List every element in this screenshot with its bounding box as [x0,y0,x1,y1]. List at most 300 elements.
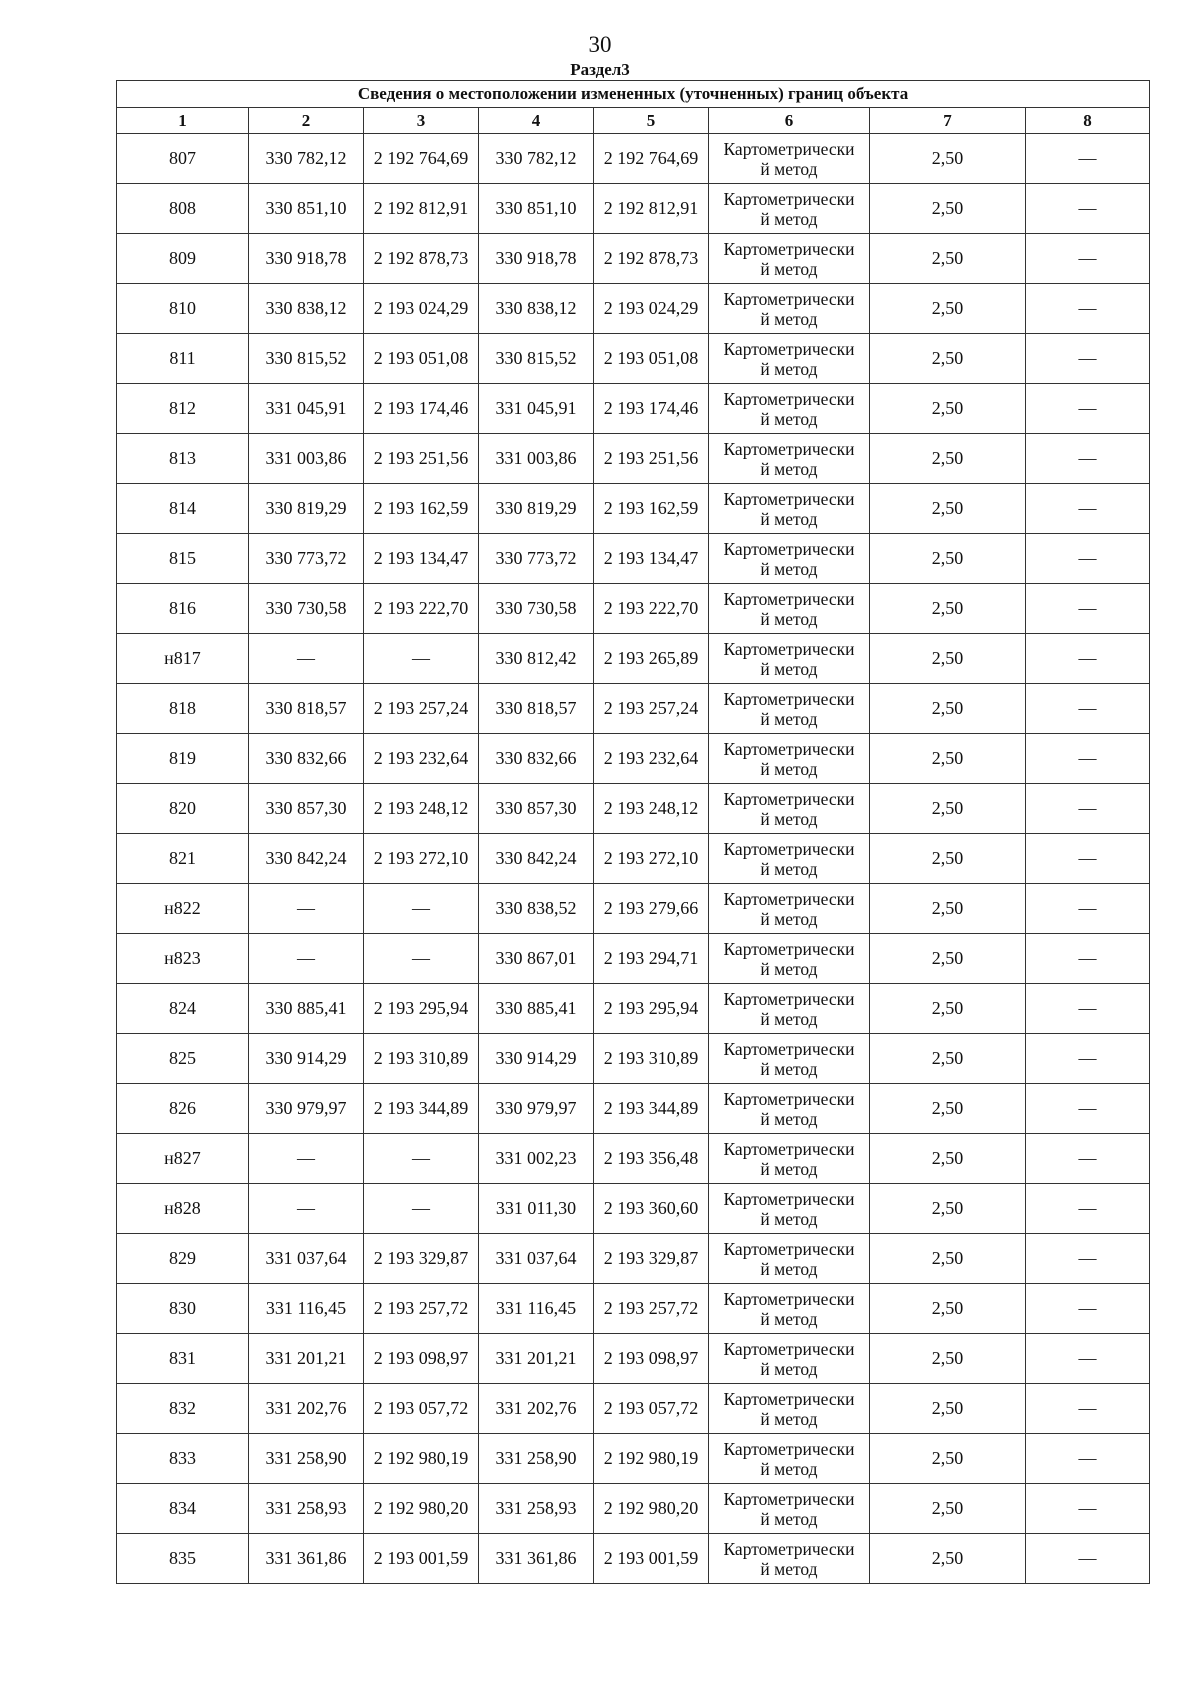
y-old-cell: — [364,934,479,984]
y-old-cell: 2 193 057,72 [364,1384,479,1434]
method-line: Картометрически [723,788,855,809]
y-old-cell: 2 193 272,10 [364,834,479,884]
column-number-row [117,108,1150,134]
y-old-cell: 2 193 162,59 [364,484,479,534]
table-row [117,784,1150,834]
x-old-cell: 330 838,12 [249,284,364,334]
point-cell: 826 [117,1084,249,1134]
accuracy-cell: 2,50 [870,784,1026,834]
x-new-cell: 330 857,30 [479,784,594,834]
note-cell: — [1026,1234,1150,1284]
point-cell: 821 [117,834,249,884]
x-old-cell: 330 815,52 [249,334,364,384]
method-line: Картометрически [723,838,855,859]
method-line: Картометрически [723,1038,855,1059]
y-new-cell: 2 193 295,94 [594,984,709,1034]
y-old-cell: — [364,634,479,684]
method-cell [709,334,870,384]
table-row [117,384,1150,434]
method-line: Картометрически [723,938,855,959]
boundary-coordinates-table [116,80,1150,1584]
note-cell: — [1026,484,1150,534]
note-cell: — [1026,634,1150,684]
method-line: й метод [760,258,818,279]
x-new-cell: 331 045,91 [479,384,594,434]
method-line: й метод [760,1208,818,1229]
table-row [117,1384,1150,1434]
y-new-cell: 2 193 344,89 [594,1084,709,1134]
accuracy-cell: 2,50 [870,384,1026,434]
y-old-cell: 2 193 251,56 [364,434,479,484]
method-cell [709,234,870,284]
accuracy-cell: 2,50 [870,1384,1026,1434]
x-new-cell: 330 815,52 [479,334,594,384]
method-line: й метод [760,1058,818,1079]
column-number-7: 7 [870,108,1026,134]
x-new-cell: 330 867,01 [479,934,594,984]
method-line: Картометрически [723,338,855,359]
accuracy-cell: 2,50 [870,834,1026,884]
y-new-cell: 2 193 024,29 [594,284,709,334]
accuracy-cell: 2,50 [870,234,1026,284]
x-old-cell: 330 832,66 [249,734,364,784]
point-cell: н827 [117,1134,249,1184]
method-cell [709,184,870,234]
method-line: й метод [760,158,818,179]
x-old-cell: 330 918,78 [249,234,364,284]
accuracy-cell: 2,50 [870,1034,1026,1084]
accuracy-cell: 2,50 [870,884,1026,934]
method-cell [709,484,870,534]
method-line: Картометрически [723,1388,855,1409]
x-old-cell: 331 003,86 [249,434,364,484]
x-new-cell: 331 258,93 [479,1484,594,1534]
x-new-cell: 330 838,52 [479,884,594,934]
accuracy-cell: 2,50 [870,1134,1026,1184]
y-new-cell: 2 193 310,89 [594,1034,709,1084]
table-row [117,184,1150,234]
method-line: й метод [760,1308,818,1329]
method-line: Картометрически [723,388,855,409]
x-old-cell: 331 116,45 [249,1284,364,1334]
method-line: Картометрически [723,538,855,559]
table-row [117,1084,1150,1134]
point-cell: 816 [117,584,249,634]
y-old-cell: 2 193 310,89 [364,1034,479,1084]
point-cell: 834 [117,1484,249,1534]
method-line: й метод [760,408,818,429]
table-row [117,984,1150,1034]
x-old-cell: 330 773,72 [249,534,364,584]
column-number-8: 8 [1026,108,1150,134]
method-line: Картометрически [723,188,855,209]
method-line: Картометрически [723,138,855,159]
x-old-cell: 330 979,97 [249,1084,364,1134]
accuracy-cell: 2,50 [870,584,1026,634]
method-line: й метод [760,758,818,779]
method-line: й метод [760,1458,818,1479]
table-row [117,684,1150,734]
note-cell: — [1026,834,1150,884]
accuracy-cell: 2,50 [870,1534,1026,1584]
accuracy-cell: 2,50 [870,334,1026,384]
method-line: й метод [760,1508,818,1529]
method-line: Картометрически [723,1188,855,1209]
method-cell [709,1434,870,1484]
y-new-cell: 2 193 356,48 [594,1134,709,1184]
x-new-cell: 331 258,90 [479,1434,594,1484]
note-cell: — [1026,534,1150,584]
y-new-cell: 2 193 162,59 [594,484,709,534]
accuracy-cell: 2,50 [870,1334,1026,1384]
note-cell: — [1026,1034,1150,1084]
y-old-cell: 2 193 024,29 [364,284,479,334]
note-cell: — [1026,284,1150,334]
column-number-4: 4 [479,108,594,134]
method-line: й метод [760,658,818,679]
method-cell [709,284,870,334]
x-old-cell: — [249,634,364,684]
note-cell: — [1026,1334,1150,1384]
method-line: й метод [760,1008,818,1029]
method-cell [709,584,870,634]
y-new-cell: 2 193 265,89 [594,634,709,684]
note-cell: — [1026,584,1150,634]
note-cell: — [1026,1434,1150,1484]
x-new-cell: 330 979,97 [479,1084,594,1134]
method-line: Картометрически [723,888,855,909]
method-cell [709,1534,870,1584]
column-number-2: 2 [249,108,364,134]
x-new-cell: 330 819,29 [479,484,594,534]
y-old-cell: — [364,884,479,934]
method-cell [709,834,870,884]
accuracy-cell: 2,50 [870,184,1026,234]
point-cell: 814 [117,484,249,534]
method-line: й метод [760,308,818,329]
y-new-cell: 2 193 174,46 [594,384,709,434]
table-row [117,284,1150,334]
point-cell: 815 [117,534,249,584]
accuracy-cell: 2,50 [870,1184,1026,1234]
method-cell [709,984,870,1034]
note-cell: — [1026,1284,1150,1334]
accuracy-cell: 2,50 [870,984,1026,1034]
y-new-cell: 2 193 057,72 [594,1384,709,1434]
point-cell: 835 [117,1534,249,1584]
y-old-cell: 2 193 248,12 [364,784,479,834]
accuracy-cell: 2,50 [870,684,1026,734]
table-row [117,634,1150,684]
method-cell [709,1234,870,1284]
method-line: й метод [760,1108,818,1129]
table-row [117,734,1150,784]
table-row [117,1034,1150,1084]
x-new-cell: 330 914,29 [479,1034,594,1084]
accuracy-cell: 2,50 [870,534,1026,584]
table-row [117,234,1150,284]
method-line: й метод [760,808,818,829]
method-line: й метод [760,908,818,929]
x-old-cell: 330 885,41 [249,984,364,1034]
point-cell: 807 [117,134,249,184]
table-row [117,484,1150,534]
x-new-cell: 330 782,12 [479,134,594,184]
table-row [117,1184,1150,1234]
x-old-cell: — [249,1184,364,1234]
point-cell: 831 [117,1334,249,1384]
y-new-cell: 2 193 232,64 [594,734,709,784]
accuracy-cell: 2,50 [870,134,1026,184]
point-cell: 830 [117,1284,249,1334]
method-line: Картометрически [723,738,855,759]
accuracy-cell: 2,50 [870,1484,1026,1534]
y-old-cell: — [364,1134,479,1184]
y-old-cell: 2 192 980,20 [364,1484,479,1534]
note-cell: — [1026,1084,1150,1134]
x-new-cell: 330 730,58 [479,584,594,634]
note-cell: — [1026,984,1150,1034]
y-new-cell: 2 193 222,70 [594,584,709,634]
x-old-cell: — [249,884,364,934]
y-old-cell: 2 192 980,19 [364,1434,479,1484]
y-new-cell: 2 192 980,20 [594,1484,709,1534]
point-cell: 819 [117,734,249,784]
point-cell: 809 [117,234,249,284]
method-line: й метод [760,1258,818,1279]
table-row [117,1484,1150,1534]
y-new-cell: 2 193 001,59 [594,1534,709,1584]
point-cell: 825 [117,1034,249,1084]
x-new-cell: 330 818,57 [479,684,594,734]
method-line: Картометрически [723,1438,855,1459]
method-line: й метод [760,508,818,529]
note-cell: — [1026,184,1150,234]
method-cell [709,1484,870,1534]
x-new-cell: 330 812,42 [479,634,594,684]
accuracy-cell: 2,50 [870,634,1026,684]
table-row [117,884,1150,934]
method-cell [709,1384,870,1434]
table-row [117,434,1150,484]
y-old-cell: 2 193 295,94 [364,984,479,1034]
table-caption-row [117,81,1150,108]
y-new-cell: 2 193 279,66 [594,884,709,934]
x-new-cell: 330 838,12 [479,284,594,334]
table-row [117,934,1150,984]
table-row [117,584,1150,634]
x-old-cell: 330 914,29 [249,1034,364,1084]
note-cell: — [1026,684,1150,734]
y-old-cell: 2 193 344,89 [364,1084,479,1134]
y-new-cell: 2 192 764,69 [594,134,709,184]
y-new-cell: 2 192 980,19 [594,1434,709,1484]
method-cell [709,634,870,684]
column-number-5: 5 [594,108,709,134]
y-new-cell: 2 193 251,56 [594,434,709,484]
x-old-cell: — [249,934,364,984]
column-number-6: 6 [709,108,870,134]
table-row [117,534,1150,584]
method-cell [709,784,870,834]
x-new-cell: 331 002,23 [479,1134,594,1184]
method-cell [709,684,870,734]
accuracy-cell: 2,50 [870,1084,1026,1134]
method-cell [709,1184,870,1234]
method-line: й метод [760,958,818,979]
method-line: Картометрически [723,638,855,659]
method-cell [709,1284,870,1334]
x-new-cell: 331 003,86 [479,434,594,484]
accuracy-cell: 2,50 [870,284,1026,334]
y-old-cell: 2 193 001,59 [364,1534,479,1584]
x-old-cell: 330 819,29 [249,484,364,534]
method-line: Картометрически [723,1138,855,1159]
note-cell: — [1026,1384,1150,1434]
table-row [117,134,1150,184]
x-old-cell: 331 037,64 [249,1234,364,1284]
method-line: Картометрически [723,438,855,459]
method-cell [709,884,870,934]
y-new-cell: 2 193 248,12 [594,784,709,834]
point-cell: н817 [117,634,249,684]
method-line: Картометрически [723,688,855,709]
note-cell: — [1026,234,1150,284]
y-old-cell: 2 193 098,97 [364,1334,479,1384]
method-line: й метод [760,208,818,229]
method-line: й метод [760,358,818,379]
note-cell: — [1026,1534,1150,1584]
x-old-cell: 330 842,24 [249,834,364,884]
table-row [117,1534,1150,1584]
page-number: 30 [588,32,612,57]
note-cell: — [1026,934,1150,984]
table-row [117,1234,1150,1284]
method-line: Картометрически [723,988,855,1009]
x-old-cell: 331 258,93 [249,1484,364,1534]
y-old-cell: 2 192 878,73 [364,234,479,284]
method-line: й метод [760,1158,818,1179]
method-line: й метод [760,1558,818,1579]
y-new-cell: 2 193 360,60 [594,1184,709,1234]
point-cell: н828 [117,1184,249,1234]
x-new-cell: 331 037,64 [479,1234,594,1284]
accuracy-cell: 2,50 [870,1434,1026,1484]
method-line: й метод [760,558,818,579]
method-line: й метод [760,1408,818,1429]
method-line: Картометрически [723,1288,855,1309]
method-line: Картометрически [723,588,855,609]
y-old-cell: 2 193 051,08 [364,334,479,384]
x-old-cell: 330 818,57 [249,684,364,734]
method-line: Картометрически [723,1338,855,1359]
method-cell [709,1334,870,1384]
note-cell: — [1026,384,1150,434]
table-body [117,134,1150,1584]
y-new-cell: 2 193 329,87 [594,1234,709,1284]
y-new-cell: 2 193 051,08 [594,334,709,384]
accuracy-cell: 2,50 [870,1234,1026,1284]
table-row [117,1284,1150,1334]
y-old-cell: 2 192 812,91 [364,184,479,234]
y-new-cell: 2 192 878,73 [594,234,709,284]
table-row [117,1134,1150,1184]
table-row [117,334,1150,384]
point-cell: 833 [117,1434,249,1484]
point-cell: 808 [117,184,249,234]
x-old-cell: 330 851,10 [249,184,364,234]
method-line: й метод [760,708,818,729]
accuracy-cell: 2,50 [870,734,1026,784]
y-old-cell: 2 193 134,47 [364,534,479,584]
point-cell: 832 [117,1384,249,1434]
point-cell: н822 [117,884,249,934]
x-new-cell: 331 202,76 [479,1384,594,1434]
table-row [117,1434,1150,1484]
x-old-cell: 330 782,12 [249,134,364,184]
note-cell: — [1026,334,1150,384]
y-old-cell: 2 193 257,24 [364,684,479,734]
y-new-cell: 2 193 257,24 [594,684,709,734]
method-cell [709,1034,870,1084]
table-caption: Сведения о местоположении измененных (уточненных) границ объекта [117,81,1150,108]
y-old-cell: — [364,1184,479,1234]
x-new-cell: 331 011,30 [479,1184,594,1234]
method-line: Картометрически [723,238,855,259]
x-new-cell: 330 851,10 [479,184,594,234]
method-cell [709,534,870,584]
table-row [117,1334,1150,1384]
x-old-cell: 331 202,76 [249,1384,364,1434]
point-cell: 813 [117,434,249,484]
y-new-cell: 2 193 294,71 [594,934,709,984]
method-line: Картометрически [723,488,855,509]
x-old-cell: — [249,1134,364,1184]
x-new-cell: 330 842,24 [479,834,594,884]
y-new-cell: 2 193 098,97 [594,1334,709,1384]
method-line: Картометрически [723,288,855,309]
method-cell [709,734,870,784]
y-old-cell: 2 192 764,69 [364,134,479,184]
y-old-cell: 2 193 174,46 [364,384,479,434]
method-cell [709,934,870,984]
x-new-cell: 330 832,66 [479,734,594,784]
note-cell: — [1026,434,1150,484]
x-new-cell: 330 773,72 [479,534,594,584]
x-old-cell: 331 045,91 [249,384,364,434]
y-old-cell: 2 193 232,64 [364,734,479,784]
x-new-cell: 331 116,45 [479,1284,594,1334]
method-line: Картометрически [723,1088,855,1109]
column-number-3: 3 [364,108,479,134]
accuracy-cell: 2,50 [870,934,1026,984]
y-old-cell: 2 193 329,87 [364,1234,479,1284]
method-cell [709,434,870,484]
x-old-cell: 331 258,90 [249,1434,364,1484]
method-line: й метод [760,1358,818,1379]
accuracy-cell: 2,50 [870,434,1026,484]
method-cell [709,1084,870,1134]
point-cell: н823 [117,934,249,984]
point-cell: 812 [117,384,249,434]
note-cell: — [1026,734,1150,784]
note-cell: — [1026,884,1150,934]
x-old-cell: 331 201,21 [249,1334,364,1384]
point-cell: 811 [117,334,249,384]
accuracy-cell: 2,50 [870,484,1026,534]
point-cell: 810 [117,284,249,334]
table-row [117,834,1150,884]
